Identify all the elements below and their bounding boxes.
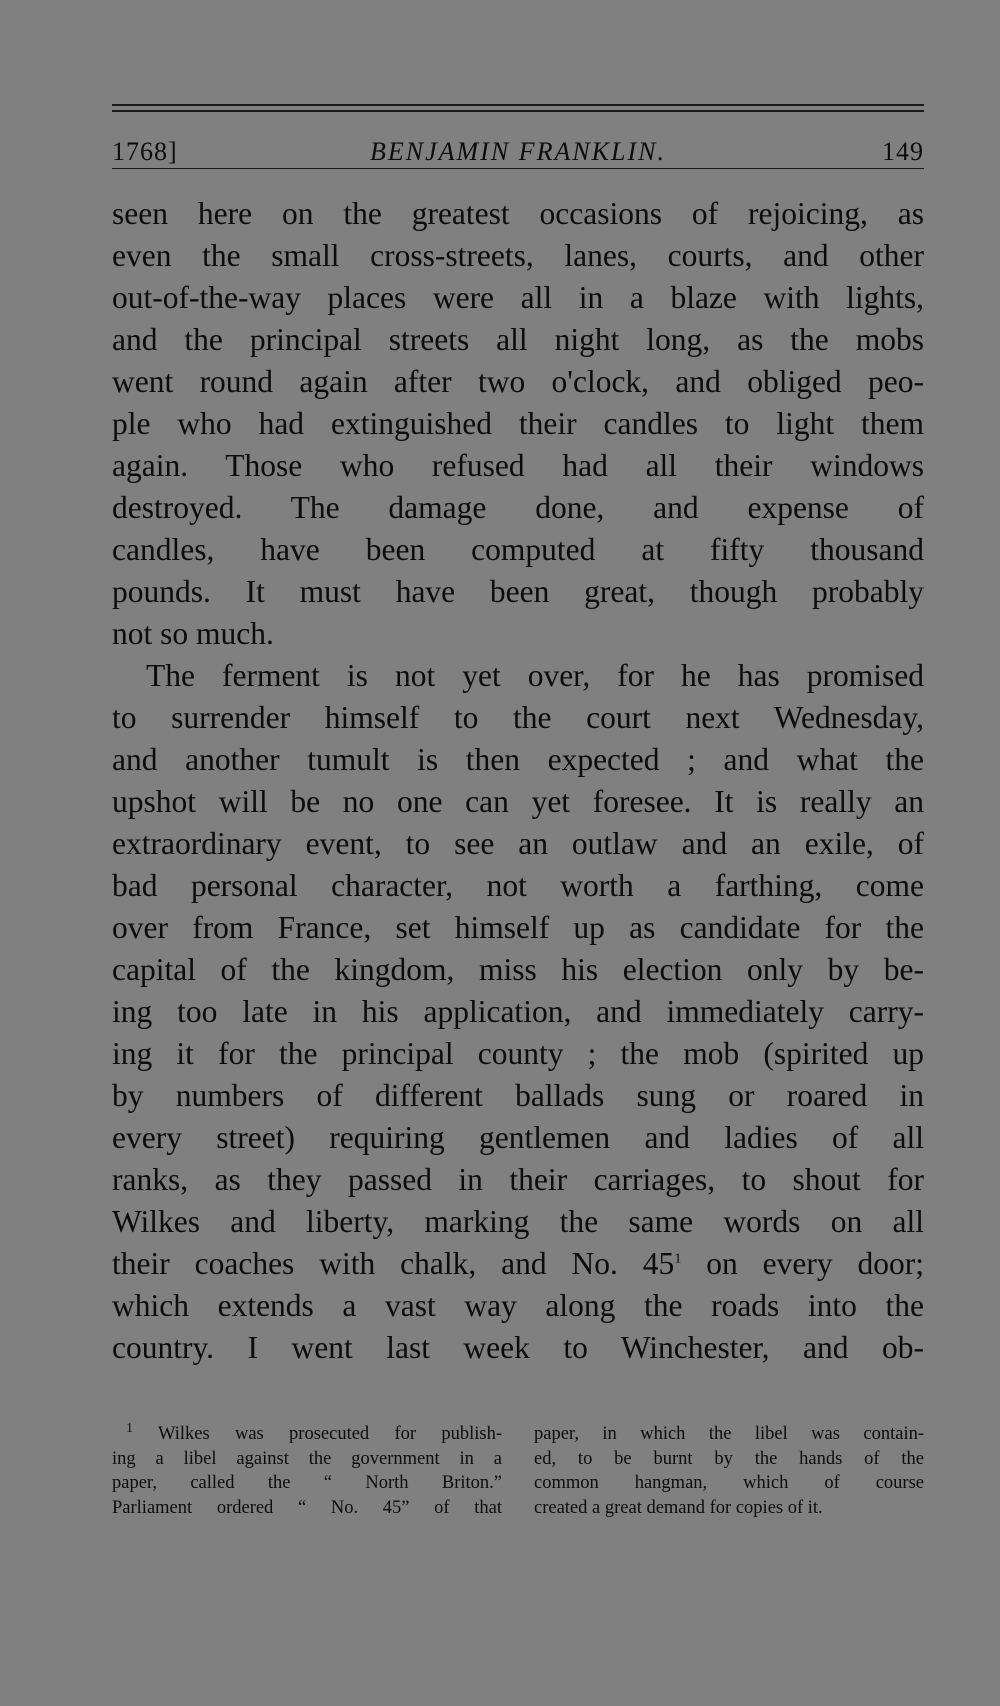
footnote-line: ing a libel against the government in a	[112, 1448, 502, 1469]
text-line: ple who had extinguished their candles to light them	[112, 406, 924, 441]
text-line: again. Those who refused had all their windows	[112, 448, 924, 483]
text-line: ranks, as they passed in their carriages, to shout for	[112, 1162, 924, 1197]
text-line: The ferment is not yet over, for he has promised	[146, 658, 924, 693]
text-fragment: on every door;	[681, 1246, 924, 1281]
footnote-marker: 1	[126, 1420, 133, 1436]
running-header	[112, 112, 924, 168]
footnote-line: common hangman, which of course	[534, 1473, 924, 1493]
page-number: 149	[882, 136, 924, 166]
footnote-line: created a great demand for copies of it.	[534, 1497, 823, 1518]
text-line: candles, have been computed at fifty thousand	[112, 532, 924, 567]
text-line: went round again after two o'clock, and obliged peo-	[112, 364, 924, 399]
text-line: ing it for the principal county ; the mob (spirited up	[112, 1036, 924, 1071]
text-line: which extends a vast way along the roads into the	[112, 1288, 924, 1323]
footnote-column-left	[112, 1422, 502, 1520]
footnotes	[112, 1422, 924, 1520]
text-line: out-of-the-way places were all in a blaze with lights,	[112, 280, 924, 315]
text-line-with-footnote	[112, 1243, 924, 1285]
text-line: every street) requiring gentlemen and ladies of all	[112, 1120, 924, 1155]
text-line: to surrender himself to the court next Wednesday,	[112, 700, 924, 735]
text-fragment: their coaches with chalk, and No. 45	[112, 1246, 675, 1281]
text-line: bad personal character, not worth a farthing, come	[112, 868, 924, 903]
header-title: BENJAMIN FRANKLIN.	[370, 136, 666, 166]
text-line: and the principal streets all night long, as the mobs	[112, 322, 924, 357]
text-line: pounds. It must have been great, though probably	[112, 574, 924, 609]
text-line: over from France, set himself up as candidate for the	[112, 910, 924, 945]
text-line: even the small cross-streets, lanes, courts, and other	[112, 238, 924, 273]
text-line: not so much.	[112, 616, 274, 651]
text-line: ing too late in his application, and immediately carry-	[112, 994, 924, 1029]
book-page	[112, 104, 924, 1518]
footnote-reference: 1	[674, 1251, 682, 1267]
text-line: capital of the kingdom, miss his election only by be-	[112, 952, 924, 987]
text-line: country. I went last week to Winchester, and ob-	[112, 1330, 924, 1365]
text-line: destroyed. The damage done, and expense of	[112, 490, 924, 525]
footnote-line	[112, 1422, 502, 1447]
footnote-line: paper, called the “ North Briton.”	[112, 1473, 502, 1493]
footnote-line: ed, to be burnt by the hands of the	[534, 1448, 924, 1469]
text-line: Wilkes and liberty, marking the same words on all	[112, 1204, 924, 1239]
footnote-text: Wilkes was prosecuted for publish-	[157, 1424, 502, 1444]
header-rule	[112, 168, 924, 170]
footnote-line: Parliament ordered “ No. 45” of that	[112, 1497, 502, 1518]
body-text	[112, 193, 924, 1369]
text-line: by numbers of different ballads sung or roared in	[112, 1078, 924, 1113]
text-line: upshot will be no one can yet foresee. It is really an	[112, 784, 924, 819]
footnote-column-right	[534, 1422, 924, 1520]
text-line: extraordinary event, to see an outlaw and an exile, of	[112, 826, 924, 861]
header-year: 1768]	[112, 136, 178, 166]
text-line: and another tumult is then expected ; and what the	[112, 742, 924, 777]
footnote-line: paper, in which the libel was contain-	[534, 1424, 924, 1444]
text-line: seen here on the greatest occasions of rejoicing, as	[112, 196, 924, 231]
